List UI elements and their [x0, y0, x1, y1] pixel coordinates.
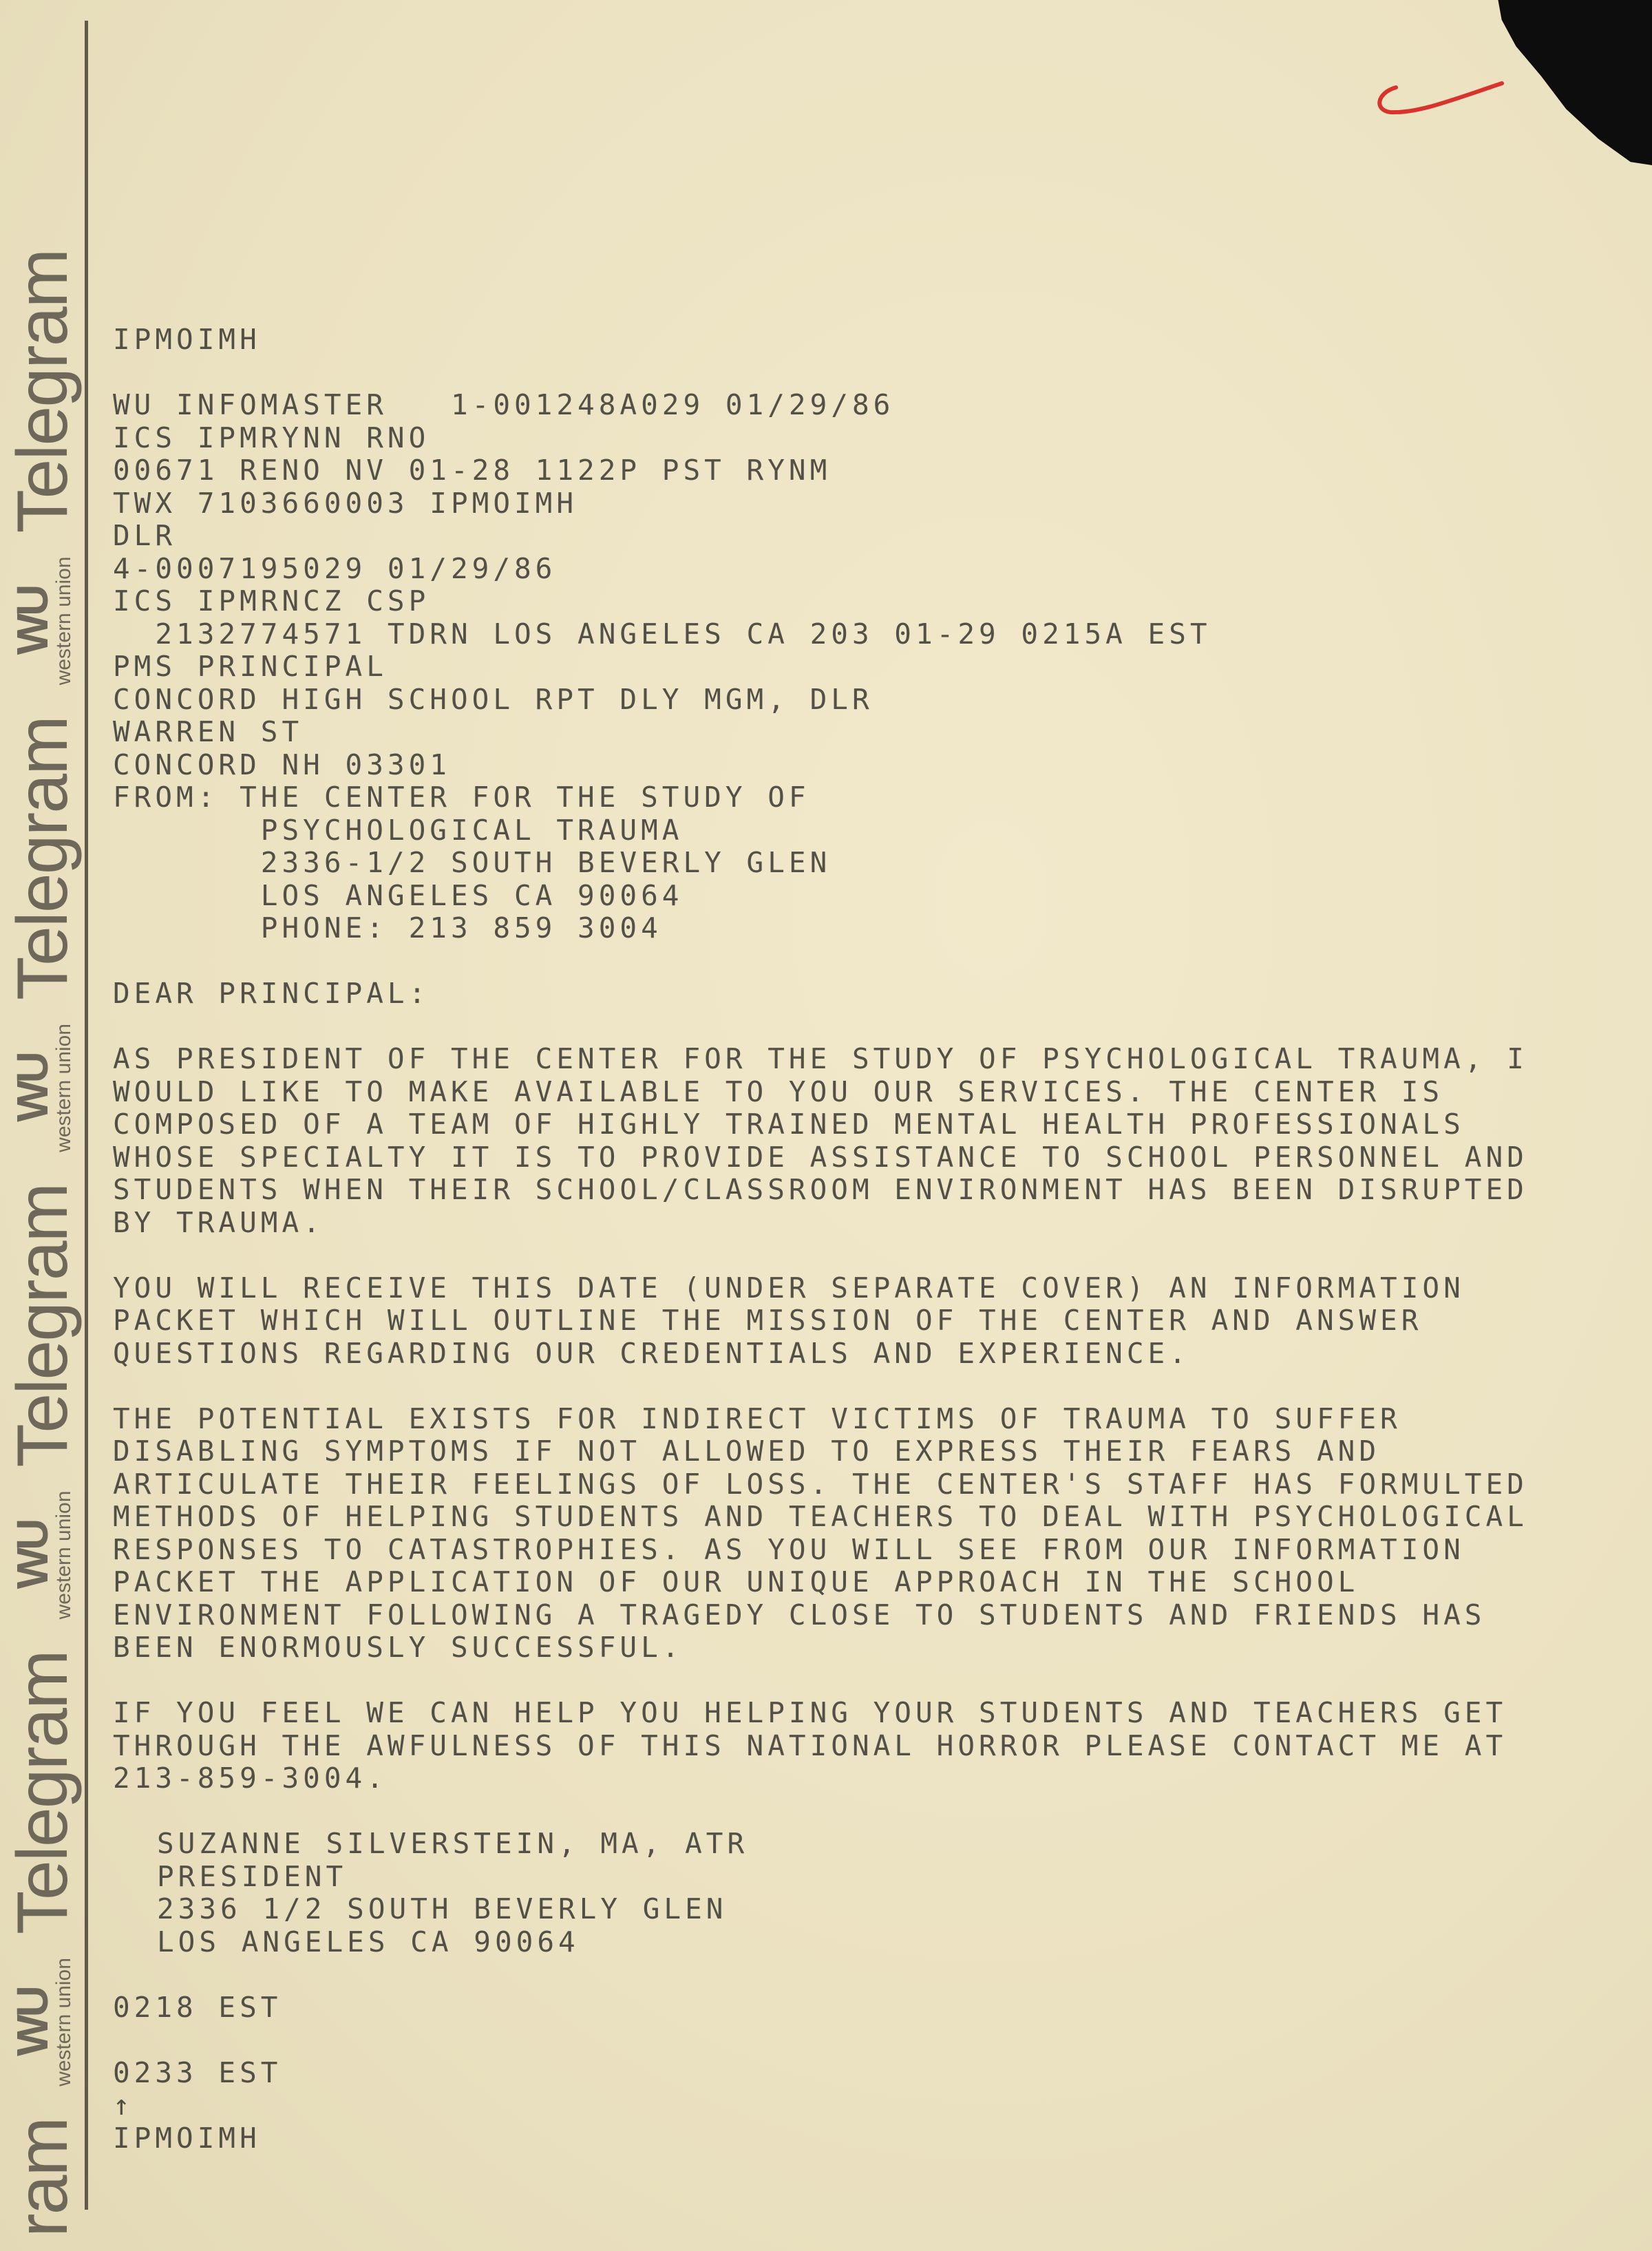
body-line: AS PRESIDENT OF THE CENTER FOR THE STUDY OF PSYCHOLOGICAL TRAUMA, I [113, 1042, 1528, 1075]
paragraph [113, 1272, 1593, 1371]
body-line: BEEN ENORMOUSLY SUCCESSFUL. [113, 1631, 684, 1664]
wu-logo-mark: WU [7, 1054, 57, 1122]
body-line: COMPOSED OF A TEAM OF HIGHLY TRAINED MENTAL HEALTH PROFESSIONALS [113, 1108, 1465, 1141]
red-check-mark [1370, 72, 1507, 127]
border-rule [85, 21, 88, 2210]
telegram-body [113, 324, 1593, 2155]
header-line: PSYCHOLOGICAL TRAUMA [113, 813, 684, 847]
telegram-word: Telegram [3, 249, 83, 533]
salutation: DEAR PRINCIPAL: [113, 977, 430, 1010]
header-line: TWX 7103660003 IPMOIMH [113, 486, 578, 520]
telegram-word-cut: ram [3, 2117, 83, 2237]
signature-line: SUZANNE SILVERSTEIN, MA, ATR [157, 1827, 749, 1860]
brand-text: western union [52, 1024, 75, 1152]
header-line: 2132774571 TDRN LOS ANGELES CA 203 01-29 0215A EST [113, 617, 1211, 651]
body-line: STUDENTS WHEN THEIR SCHOOL/CLASSROOM ENVIRONMENT HAS BEEN DISRUPTED [113, 1173, 1528, 1206]
paragraph [113, 1697, 1593, 1795]
header-line: LOS ANGELES CA 90064 [113, 878, 684, 912]
western-union-border [0, 0, 86, 2251]
routing-header [113, 389, 1593, 945]
header-line: CONCORD NH 03301 [113, 748, 451, 781]
body-line: THE POTENTIAL EXISTS FOR INDIRECT VICTIMS OF TRAUMA TO SUFFER [113, 1402, 1401, 1435]
brand-text: western union [52, 1958, 75, 2086]
signature-block [157, 1828, 1593, 1958]
body-line: DISABLING SYMPTOMS IF NOT ALLOWED TO EXPRESS THEIR FEARS AND [113, 1435, 1381, 1468]
header-line: ICS IPMRNCZ CSP [113, 584, 430, 617]
border-text-run [0, 0, 86, 2251]
wu-logo-mark: WU [7, 1988, 57, 2056]
brand-text: western union [52, 556, 75, 686]
header-line: FROM: THE CENTER FOR THE STUDY OF [113, 781, 810, 814]
wu-logo [7, 1490, 75, 1620]
body-line: ARTICULATE THEIR FEELINGS OF LOSS. THE CENTER'S STAFF HAS FORMULTED [113, 1467, 1528, 1501]
signature-line: PRESIDENT [157, 1859, 348, 1893]
paragraph [113, 1403, 1593, 1665]
body-line: QUESTIONS REGARDING OUR CREDENTIALS AND EXPERIENCE. [113, 1336, 1190, 1370]
header-line: 00671 RENO NV 01-28 1122P PST RYNM [113, 454, 832, 487]
body-line: BY TRAUMA. [113, 1205, 324, 1239]
body-line: WHOSE SPECIALTY IT IS TO PROVIDE ASSISTANCE TO SCHOOL PERSONNEL AND [113, 1140, 1528, 1174]
telegram-word: Telegram [3, 717, 83, 1001]
timestamp: 0218 EST [113, 1990, 282, 2024]
body-line: PACKET THE APPLICATION OF OUR UNIQUE APPROACH IN THE SCHOOL [113, 1565, 1359, 1598]
signature-line: LOS ANGELES CA 90064 [157, 1925, 580, 1958]
timestamp: 0233 EST [113, 2056, 282, 2089]
signature-line: 2336 1/2 SOUTH BEVERLY GLEN [157, 1892, 728, 1925]
header-line: 2336-1/2 SOUTH BEVERLY GLEN [113, 846, 832, 879]
header-line: CONCORD HIGH SCHOOL RPT DLY MGM, DLR [113, 682, 873, 716]
telegram-word: Telegram [3, 1651, 83, 1935]
brand-text: western union [52, 1490, 75, 1620]
header-line: WU INFOMASTER 1-001248A029 01/29/86 [113, 388, 895, 421]
header-line: 4-0007195029 01/29/86 [113, 551, 557, 585]
header-line: PHONE: 213 859 3004 [113, 911, 662, 944]
reference-top: IPMOIMH [113, 323, 261, 356]
wu-logo [7, 556, 75, 686]
header-line: ICS IPMRYNN RNO [113, 421, 430, 454]
body-line: METHODS OF HELPING STUDENTS AND TEACHERS TO DEAL WITH PSYCHOLOGICAL [113, 1500, 1528, 1533]
paragraph [113, 1043, 1593, 1239]
body-line: 213-859-3004. [113, 1762, 388, 1795]
up-arrow-icon: ↑ [113, 2089, 134, 2122]
reference-bottom: IPMOIMH [113, 2121, 261, 2155]
body-line: IF YOU FEEL WE CAN HELP YOU HELPING YOUR STUDENTS AND TEACHERS GET [113, 1696, 1507, 1729]
body-line: PACKET WHICH WILL OUTLINE THE MISSION OF THE CENTER AND ANSWER [113, 1304, 1423, 1337]
wu-logo-mark: WU [7, 1521, 57, 1589]
body-line: RESPONSES TO CATASTROPHIES. AS YOU WILL SEE FROM OUR INFORMATION [113, 1532, 1465, 1566]
body-line: WOULD LIKE TO MAKE AVAILABLE TO YOU OUR SERVICES. THE CENTER IS [113, 1075, 1444, 1108]
body-line: THROUGH THE AWFULNESS OF THIS NATIONAL HORROR PLEASE CONTACT ME AT [113, 1729, 1507, 1762]
header-line: DLR [113, 519, 177, 552]
header-line: PMS PRINCIPAL [113, 650, 388, 683]
header-line: WARREN ST [113, 715, 304, 748]
wu-logo [7, 1024, 75, 1152]
body-line: YOU WILL RECEIVE THIS DATE (UNDER SEPARATE COVER) AN INFORMATION [113, 1271, 1465, 1304]
telegram-word: Telegram [3, 1183, 83, 1468]
body-line: ENVIRONMENT FOLLOWING A TRAGEDY CLOSE TO STUDENTS AND FRIENDS HAS [113, 1598, 1486, 1631]
wu-logo-mark: WU [7, 586, 57, 655]
wu-logo [7, 1958, 75, 2086]
